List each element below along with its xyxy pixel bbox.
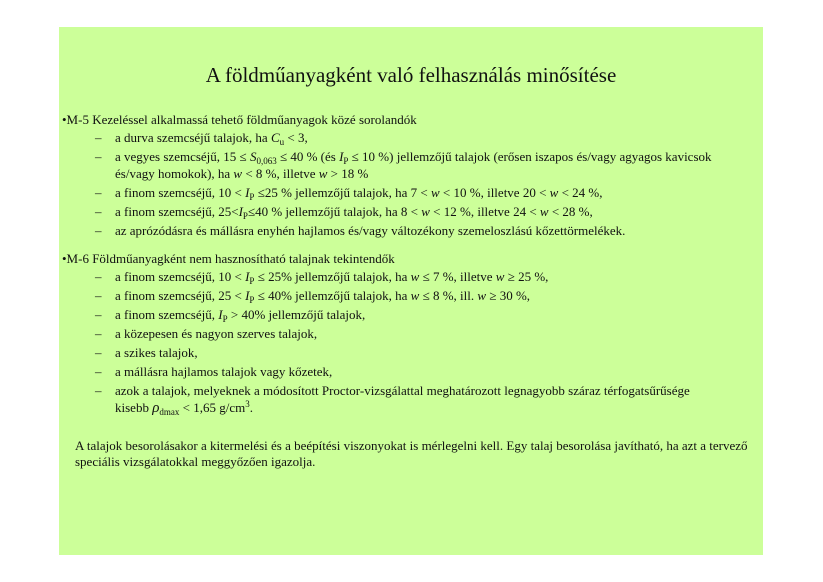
text: ≥ 30 %, xyxy=(486,288,531,303)
symbol-ip: I xyxy=(245,288,250,303)
text: ≤ 25% jellemzőjű talajok, ha xyxy=(254,269,411,284)
text: ≤ 40% jellemzőjű talajok, ha xyxy=(254,288,411,303)
text: < 1,65 g/cm xyxy=(179,400,246,415)
subscript: P xyxy=(343,156,349,166)
symbol-w: w xyxy=(539,204,549,219)
symbol-w: w xyxy=(477,288,487,303)
text: ≤ 10 %) jellemzőjű talajok (erősen iszapos és/vagy agyagos kavicsok és/vagy homokok), ha xyxy=(115,149,712,181)
text: a vegyes szemcséjű, 15 ≤ xyxy=(115,149,250,164)
text: a szikes talajok, xyxy=(115,345,198,360)
dash: – xyxy=(95,345,102,360)
text: > 18 % xyxy=(327,166,369,181)
text: ≤ 7 %, illetve xyxy=(419,269,496,284)
text: ≤40 % jellemzőjű talajok, ha 8 < xyxy=(247,204,422,219)
text: ≤ 40 % (és xyxy=(276,149,340,164)
text: ≤25 % jellemzőjű talajok, ha 7 < xyxy=(254,185,431,200)
dash: – xyxy=(95,269,102,284)
text: < 28 %, xyxy=(548,204,593,219)
dash: – xyxy=(95,204,102,219)
slide xyxy=(59,27,763,555)
text: < 10 %, illetve 20 < xyxy=(439,185,550,200)
slide-content xyxy=(62,110,752,470)
text: < 24 %, xyxy=(558,185,603,200)
symbol-w: w xyxy=(318,166,328,181)
m6-item-7 xyxy=(62,382,715,417)
dash: – xyxy=(95,364,102,379)
dash: – xyxy=(95,149,102,164)
note-paragraph: A talajok besorolásakor a kitermelési és a beépítési viszonyokat is mérlegelni kell. Egy talaj besorolása javítható, ha azt a tervező speciális vizsgálatokkal meggyőzően igazolja. xyxy=(75,438,748,469)
m6-item-6 xyxy=(62,363,752,380)
subscript: P xyxy=(222,314,228,324)
symbol-ip: I xyxy=(339,149,344,164)
dash: – xyxy=(95,185,102,200)
symbol-rho: ρ xyxy=(152,400,160,416)
text: a finom szemcséjű, 25 < xyxy=(115,288,246,303)
text: . xyxy=(249,400,253,415)
subscript: P xyxy=(249,276,255,286)
subscript: P xyxy=(249,295,255,305)
dash: – xyxy=(95,130,102,145)
text: < 3, xyxy=(284,130,308,145)
symbol-ip: I xyxy=(245,185,250,200)
text: az aprózódásra és mállásra enyhén hajlamos és/vagy változékony szemeloszlású kőzettörmelékek. xyxy=(115,223,626,238)
text: a finom szemcséjű, 10 < xyxy=(115,269,246,284)
symbol-ip: I xyxy=(238,204,243,219)
m6-item-5 xyxy=(62,344,752,361)
m6-item-4 xyxy=(62,325,752,342)
text: < 12 %, illetve 24 < xyxy=(429,204,540,219)
subscript: P xyxy=(249,192,255,202)
m5-heading: •M-5 Kezeléssel alkalmassá tehető földműanyagok közé sorolandók xyxy=(62,112,417,127)
m5-item-2 xyxy=(62,148,743,182)
m5-item-1 xyxy=(62,129,752,146)
m6-heading: •M-6 Földműanyagként nem hasznosítható talajnak tekintendők xyxy=(62,251,395,266)
dash: – xyxy=(95,288,102,303)
m6-item-3 xyxy=(62,306,752,323)
text: a finom szemcséjű, 25< xyxy=(115,204,239,219)
dash: – xyxy=(95,307,102,322)
text: a mállásra hajlamos talajok vagy kőzetek, xyxy=(115,364,333,379)
text: a közepesen és nagyon szerves talajok, xyxy=(115,326,318,341)
superscript: 3 xyxy=(245,399,250,409)
subscript: 0,063 xyxy=(256,156,277,166)
m5-item-3 xyxy=(62,184,752,201)
symbol-w: w xyxy=(410,288,420,303)
dash: – xyxy=(95,223,102,238)
symbol-w: w xyxy=(431,185,440,200)
dash: – xyxy=(95,326,102,341)
symbol-w: w xyxy=(410,269,420,284)
symbol-cu: C xyxy=(270,130,280,145)
text: < 8 %, illetve xyxy=(242,166,319,181)
text: ≤ 8 %, ill. xyxy=(419,288,478,303)
text: a finom szemcséjű, 10 < xyxy=(115,185,246,200)
slide-title: A földműanyagként való felhasználás minősítése xyxy=(205,63,617,87)
m6-item-1 xyxy=(62,268,752,285)
m5-item-4 xyxy=(62,203,752,220)
text: > 40% jellemzőjű talajok, xyxy=(227,307,366,322)
dash: – xyxy=(95,383,102,398)
symbol-ip: I xyxy=(218,307,223,322)
subscript: dmax xyxy=(159,407,180,417)
symbol-w: w xyxy=(495,269,505,284)
subscript: P xyxy=(242,211,248,221)
m5-item-5 xyxy=(62,222,752,239)
text: ≥ 25 %, xyxy=(504,269,549,284)
text: azok a talajok, melyeknek a módosított Proctor-vizsgálattal meghatározott legnagyobb száraz térfogatsűrűsége kisebb xyxy=(115,383,690,415)
symbol-ip: I xyxy=(245,269,250,284)
text: a finom szemcséjű, xyxy=(115,307,219,322)
symbol-w: w xyxy=(421,204,430,219)
subscript: u xyxy=(279,137,285,147)
text: a durva szemcséjű talajok, ha xyxy=(115,130,271,145)
symbol-s: S xyxy=(249,149,257,164)
m6-item-2 xyxy=(62,287,752,304)
symbol-w: w xyxy=(549,185,559,200)
symbol-w: w xyxy=(233,166,243,181)
